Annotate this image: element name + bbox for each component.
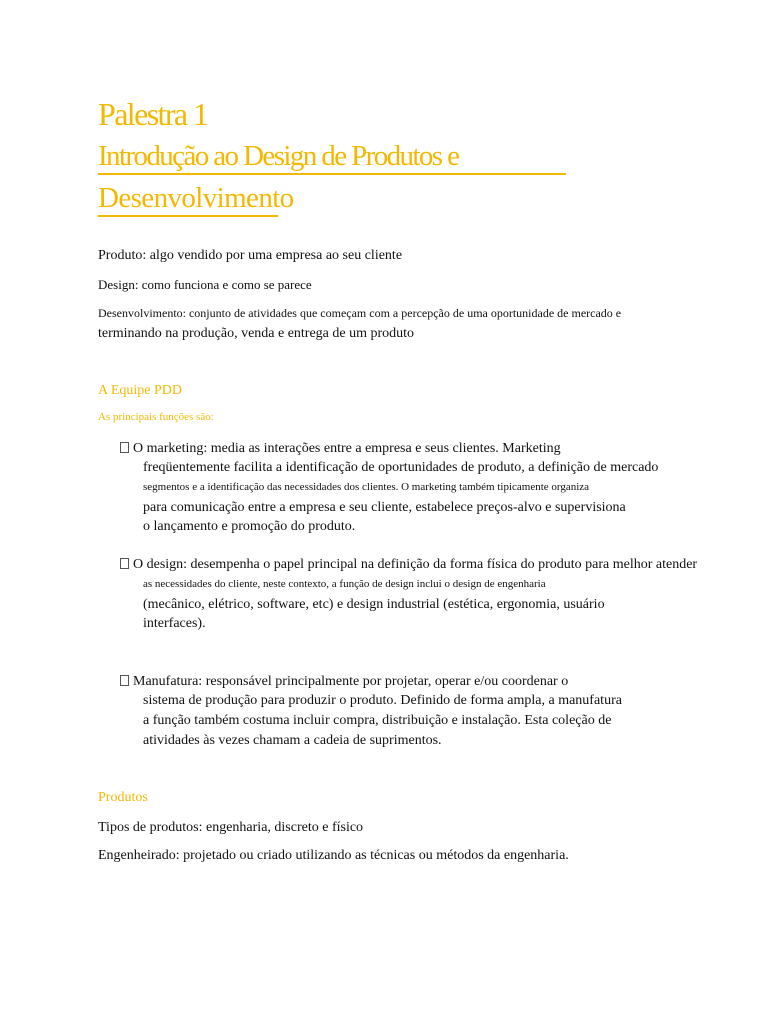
produtos-types: Tipos de produtos: engenharia, discreto e físico	[98, 820, 364, 835]
produtos-engenheirado: Engenheirado: projetado ou criado utilizando as técnicas ou métodos da engenharia.	[98, 848, 569, 863]
section-subheading-pdd: As principais funções são:	[98, 411, 214, 423]
title-underline-2	[98, 215, 278, 217]
definition-desenvolvimento-line1: Desenvolvimento: conjunto de atividades que começam com a percepção de uma oportunidade de mercado e	[98, 306, 622, 320]
bullet-manufatura-line3: a função também costuma incluir compra, distribuição e instalação. Esta coleção de	[143, 713, 612, 728]
bullet-marketing-line2: freqüentemente facilita a identificação de oportunidades de produto, a definição de mercado	[143, 460, 659, 475]
bullet-design-line4: interfaces).	[143, 616, 206, 631]
bullet-manufatura-line4: atividades às vezes chamam a cadeia de suprimentos.	[143, 733, 442, 748]
bullet-manufatura-line2: sistema de produção para produzir o produto. Definido de forma ampla, a manufatura	[143, 693, 622, 708]
bullet-design-line2: as necessidades do cliente, neste contexto, a função de design inclui o design de engenharia	[143, 578, 546, 590]
lecture-title: Palestra 1	[98, 96, 208, 132]
bullet-marketing-line4: para comunicação entre a empresa e seu cliente, estabelece preços-alvo e supervisiona	[143, 500, 626, 515]
bullet-marketing-line1: O marketing: media as interações entre a empresa e seus clientes. Marketing	[120, 441, 561, 457]
missing-glyph-box-icon	[120, 675, 129, 686]
lecture-subtitle-line1: Introdução ao Design de Produtos e	[98, 140, 459, 172]
definition-design: Design: como funciona e como se parece	[98, 277, 312, 292]
bullet-design-line1: O design: desempenha o papel principal na definição da forma física do produto para melhor atender	[120, 557, 697, 573]
bullet-design-line3: (mecânico, elétrico, software, etc) e design industrial (estética, ergonomia, usuário	[143, 597, 605, 612]
definition-produto: Produto: algo vendido por uma empresa ao seu cliente	[98, 248, 403, 263]
section-heading-pdd: A Equipe PDD	[98, 383, 182, 398]
missing-glyph-box-icon	[120, 558, 129, 569]
title-underline-1	[98, 173, 566, 175]
lecture-subtitle-line2: Desenvolvimento	[98, 182, 294, 214]
missing-glyph-box-icon	[120, 442, 129, 453]
bullet-marketing-line5: o lançamento e promoção do produto.	[143, 519, 356, 534]
bullet-marketing-line3: segmentos e a identificação das necessidades dos clientes. O marketing também tipicamente organiza	[143, 481, 590, 493]
bullet-manufatura-line1: Manufatura: responsável principalmente por projetar, operar e/ou coordenar o	[120, 674, 568, 690]
definition-desenvolvimento-line2: terminando na produção, venda e entrega de um produto	[98, 326, 415, 341]
section-heading-produtos: Produtos	[98, 790, 148, 805]
